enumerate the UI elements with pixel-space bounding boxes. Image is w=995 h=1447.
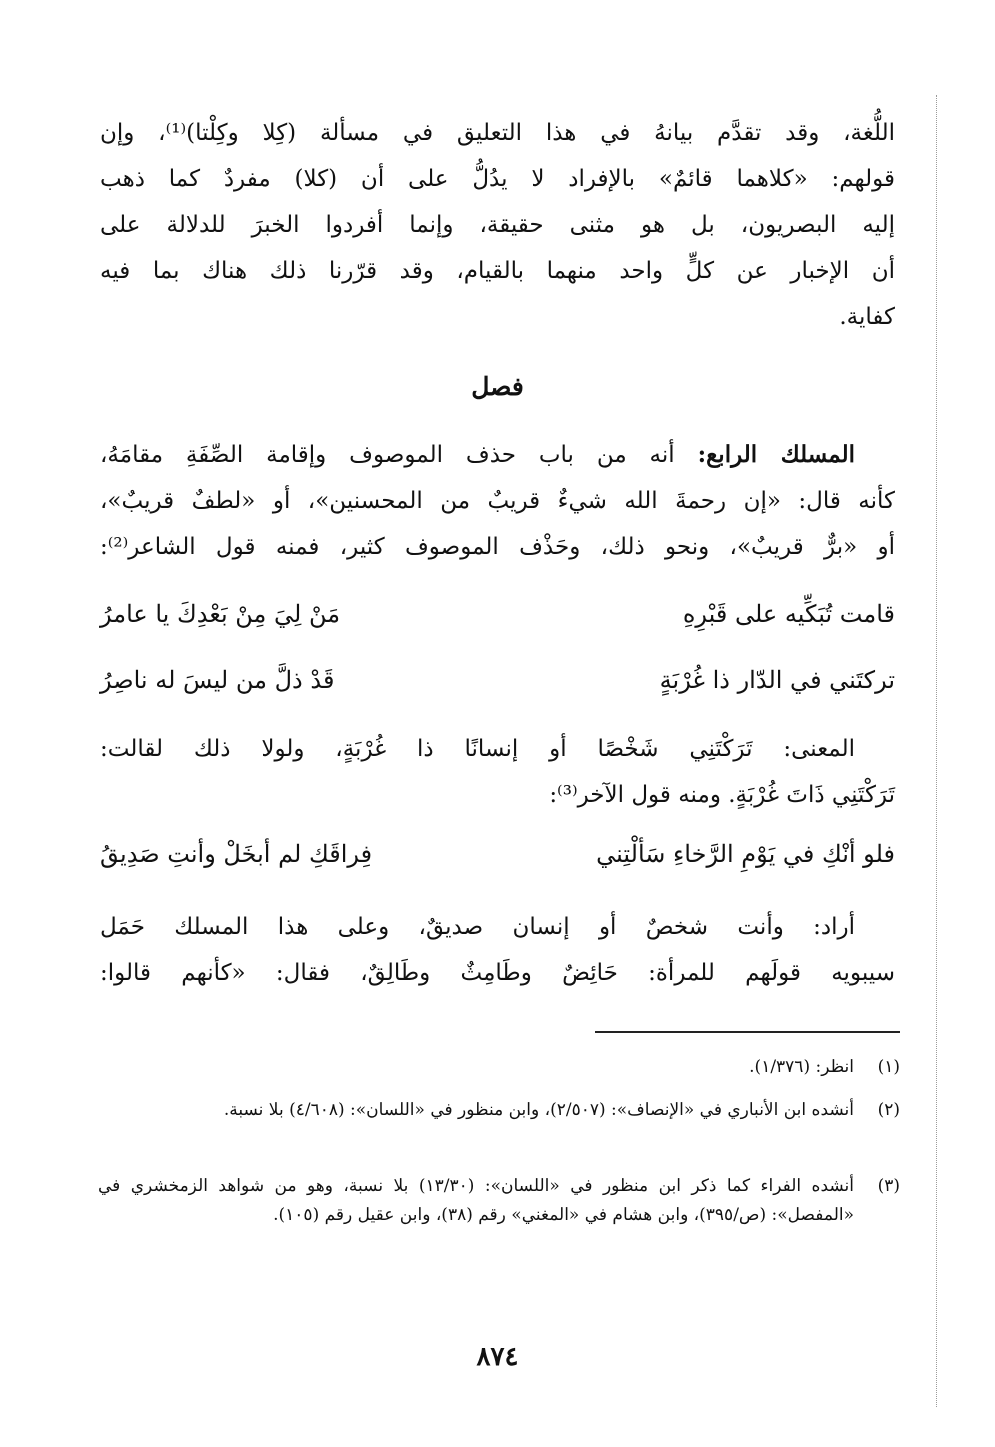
paragraph-lead: المسلك الرابع:	[697, 441, 855, 468]
verse-line	[100, 840, 895, 884]
footnote-text: أنشده الفراء كما ذكر ابن منظور في «اللسان»: (١٣/٣٠) بلا نسبة، وهو من شواهد الزمخشري في «المفصل»: (ص/٣٩٥)، وابن هشام في «المغني» رقم (٣٨)، وابن عقيل رقم (١٠٥).	[98, 1176, 855, 1225]
text-line: اللُّغة، وقد تقدَّم بيانهُ في هذا التعليق في مسألة (كِلا وكِلْتا)⁽¹⁾، وإن	[100, 120, 895, 146]
paragraph-3	[100, 726, 895, 818]
footnote-text: أنشده ابن الأنباري في «الإنصاف»: (٢/٥٠٧)، وابن منظور في «اللسان»: (٤/٦٠٨) بلا نسبة.	[223, 1100, 854, 1120]
section-heading: فصل	[471, 372, 524, 401]
verse-line	[100, 600, 895, 644]
verse-first-hemistich: قامت تُبَكِّيه على قَبْرِهِ	[682, 600, 895, 628]
footnote	[98, 1053, 900, 1082]
text-line: سيبويه قولَهم للمرأة: حَائِضٌ وطَامِثٌ وطَالِقٌ، فقال: «كأنهم قالوا:	[100, 960, 895, 986]
text-line: قولهم: «كلاهما قائمٌ» بالإفراد لا يدُلُّ على أن (كلا) مفردٌ كما ذهب	[100, 166, 895, 192]
verse-line	[100, 666, 895, 710]
margin-dotted-line	[936, 95, 937, 1407]
paragraph-1	[100, 110, 895, 340]
text-span: أنه من باب حذف الموصوف وإقامة الصِّفَةِ مقامَهُ،	[100, 442, 698, 468]
footnote	[98, 1096, 900, 1125]
text-line: كفاية.	[839, 304, 895, 330]
text-line: تَرَكْتَنِي ذَاتَ غُرْبَةٍ. ومنه قول الآخر⁽³⁾:	[549, 782, 895, 808]
verse-first-hemistich: فلو أنْكِ في يَوْمِ الرَّخاءِ سَألْتِني	[596, 840, 895, 868]
text-line: أراد: وأنت شخصٌ أو إنسان صديقٌ، وعلى هذا المسلك حَمَل	[100, 914, 855, 940]
footnote-number: (٣)	[877, 1176, 900, 1196]
text-line: المعنى: تَرَكْتَنِي شَخْصًا أو إنسانًا ذا غُرْبَةٍ، ولولا ذلك لقالت:	[100, 736, 855, 762]
verse-second-hemistich: قَدْ ذلَّ من ليسَ له ناصِرُ	[100, 666, 335, 694]
text-line	[100, 432, 895, 478]
text-line: إليه البصريون، بل هو مثنى حقيقة، وإنما أفردوا الخبرَ للدلالة على	[100, 212, 895, 238]
footnote-number: (١)	[877, 1057, 900, 1077]
paragraph-2	[100, 432, 895, 570]
verse-second-hemistich: مَنْ لِيَ مِنْ بَعْدِكَ يا عامرُ	[100, 600, 341, 628]
verse-second-hemistich: فِراقَكِ لم أبخَلْ وأنتِ صَدِيقُ	[100, 840, 373, 868]
text-line: كأنه قال: «إن رحمةَ الله شيءٌ قريبٌ من المحسنين»، أو «لطفٌ قريبٌ»،	[100, 488, 895, 514]
paragraph-4	[100, 904, 895, 996]
footnote-text: انظر: (١/٣٧٦).	[749, 1057, 854, 1077]
text-line: أن الإخبار عن كلٍّ واحد منهما بالقيام، وقد قرّرنا ذلك هناك بما فيه	[100, 258, 895, 284]
text-line: أو «برٌّ قريبٌ»، ونحو ذلك، وحَذْف الموصوف كثير، فمنه قول الشاعر⁽²⁾:	[100, 534, 895, 560]
footnote-number: (٢)	[877, 1100, 900, 1120]
page-number: ٨٧٤	[476, 1342, 519, 1372]
footnote	[98, 1172, 900, 1230]
verse-first-hemistich: تركتَني في الدّار ذا غُرْبَةٍ	[659, 666, 895, 694]
footnote-separator	[595, 1031, 900, 1033]
